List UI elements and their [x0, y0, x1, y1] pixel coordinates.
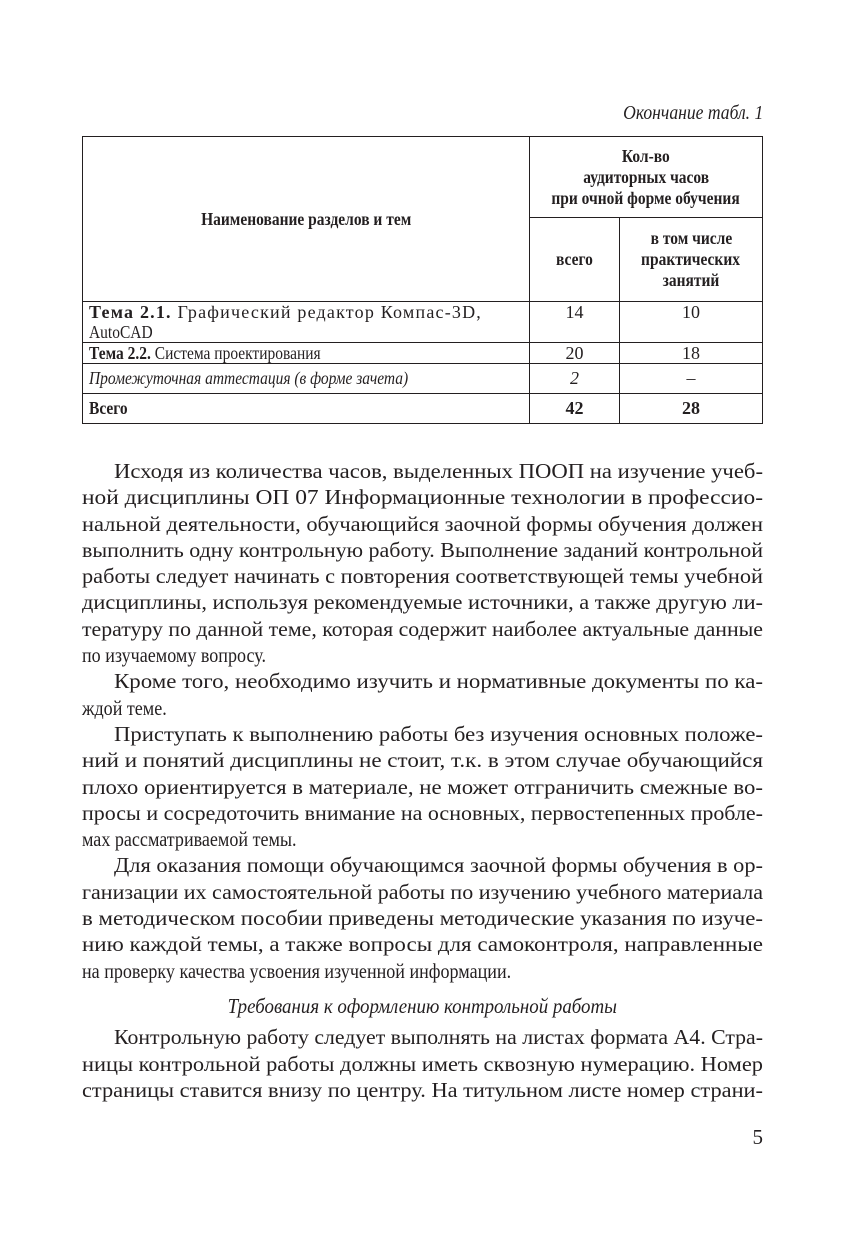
row-total-cell: 14	[530, 302, 620, 343]
text-line: нию каждой темы, а также вопросы для самоконтроля, направленные	[82, 932, 763, 957]
text-line: страницы ставится внизу по центру. На титульном листе номер страни-	[82, 1077, 764, 1102]
table-row	[83, 302, 763, 343]
hours-table	[82, 136, 763, 424]
text-line: нальной деятельности, обучающийся заочной формы обучения должен	[82, 511, 763, 536]
topic-title-cont: AutoCAD	[89, 322, 153, 342]
paragraph	[82, 852, 763, 983]
paragraph	[82, 458, 763, 668]
row-practice-cell: –	[620, 364, 763, 394]
row-practice-cell: 10	[620, 302, 763, 343]
topic-title: Графический редактор Компас-3D,	[171, 302, 482, 322]
header-practice-line: занятий	[662, 270, 720, 290]
text-line: мах рассматриваемой темы.	[82, 827, 297, 852]
text-line: просы и сосредоточить внимание на основных, первостепенных пробле-	[82, 800, 763, 825]
header-group-line: Кол-во	[622, 145, 670, 166]
text-line: выполнить одну контрольную работу. Выполнение заданий контрольной	[82, 537, 764, 562]
text-line: Контрольную работу следует выполнять на листах формата А4. Стра-	[114, 1025, 764, 1050]
header-name-column	[83, 137, 530, 302]
text-line: Кроме того, необходимо изучить и нормативные документы по ка-	[114, 669, 763, 694]
table-caption: Окончание табл. 1	[622, 102, 763, 124]
header-group-line: аудиторных часов	[583, 166, 709, 187]
paragraph	[82, 668, 763, 721]
attestation-label: Промежуточная аттестация (в форме зачета)	[89, 368, 409, 388]
row-topic-cell	[83, 302, 530, 343]
paragraph	[82, 1024, 763, 1103]
header-total-column	[530, 218, 620, 302]
row-total-cell: 42	[530, 394, 620, 424]
text-line: ганизации их самостоятельной работы по изучению учебного материала	[82, 879, 763, 904]
text-line: дисциплины, используя рекомендуемые источники, а также другую ли-	[82, 590, 763, 615]
row-topic-cell	[83, 343, 530, 364]
header-practice-column	[620, 218, 763, 302]
page-number: 5	[752, 1125, 763, 1149]
text-line: тературу по данной теме, которая содержит наиболее актуальные данные	[82, 616, 764, 641]
text-line: в методическом пособии приведены методические указания по изуче-	[82, 906, 763, 931]
text-line: ной дисциплины ОП 07 Информационные технологии в профессио-	[82, 485, 763, 510]
text-line: ний и понятий дисциплины не стоит, т.к. в этом случае обучающийся	[82, 748, 763, 773]
header-practice-line: практических	[641, 249, 741, 269]
header-group-hours	[530, 137, 763, 218]
body-text	[82, 458, 763, 1103]
paragraph	[82, 721, 763, 852]
text-line: на проверку качества усвоения изученной информации.	[82, 958, 512, 983]
row-total-cell: 20	[530, 343, 620, 364]
header-total-label: всего	[556, 249, 593, 269]
total-label: Всего	[89, 398, 128, 418]
row-topic-cell	[83, 394, 530, 424]
text-line: Для оказания помощи обучающимся заочной формы обучения в ор-	[114, 853, 763, 878]
row-practice-cell: 28	[620, 394, 763, 424]
topic-number: Тема 2.2.	[89, 343, 151, 363]
text-line: ницы контрольной работы должны иметь сквозную нумерацию. Номер	[82, 1051, 763, 1076]
row-total-cell: 2	[530, 364, 620, 394]
topic-number: Тема 2.1.	[89, 302, 172, 322]
text-line: ждой теме.	[82, 695, 167, 720]
row-practice-cell: 18	[620, 343, 763, 364]
table-row	[83, 364, 763, 394]
text-line: работы следует начинать с повторения соответствующей темы учебной	[82, 564, 763, 589]
section-subheading: Требования к оформлению контрольной работы	[227, 993, 618, 1018]
row-topic-cell	[83, 364, 530, 394]
table-header-row	[83, 137, 763, 218]
table-total-row	[83, 394, 763, 424]
text-line: плохо ориентируется в материале, не может отграничить смежные во-	[82, 774, 763, 799]
header-group-line: при очной форме обучения	[551, 187, 741, 208]
text-line: по изучаемому вопросу.	[82, 643, 266, 668]
header-practice-line: в том числе	[650, 228, 732, 248]
text-line: Приступать к выполнению работы без изучения основных положе-	[114, 721, 763, 746]
table-row	[83, 343, 763, 364]
topic-title: Система проектирования	[150, 343, 321, 363]
text-line: Исходя из количества часов, выделенных ПООП на изучение учеб-	[114, 459, 763, 483]
header-name-label: Наименование разделов и тем	[200, 208, 412, 229]
